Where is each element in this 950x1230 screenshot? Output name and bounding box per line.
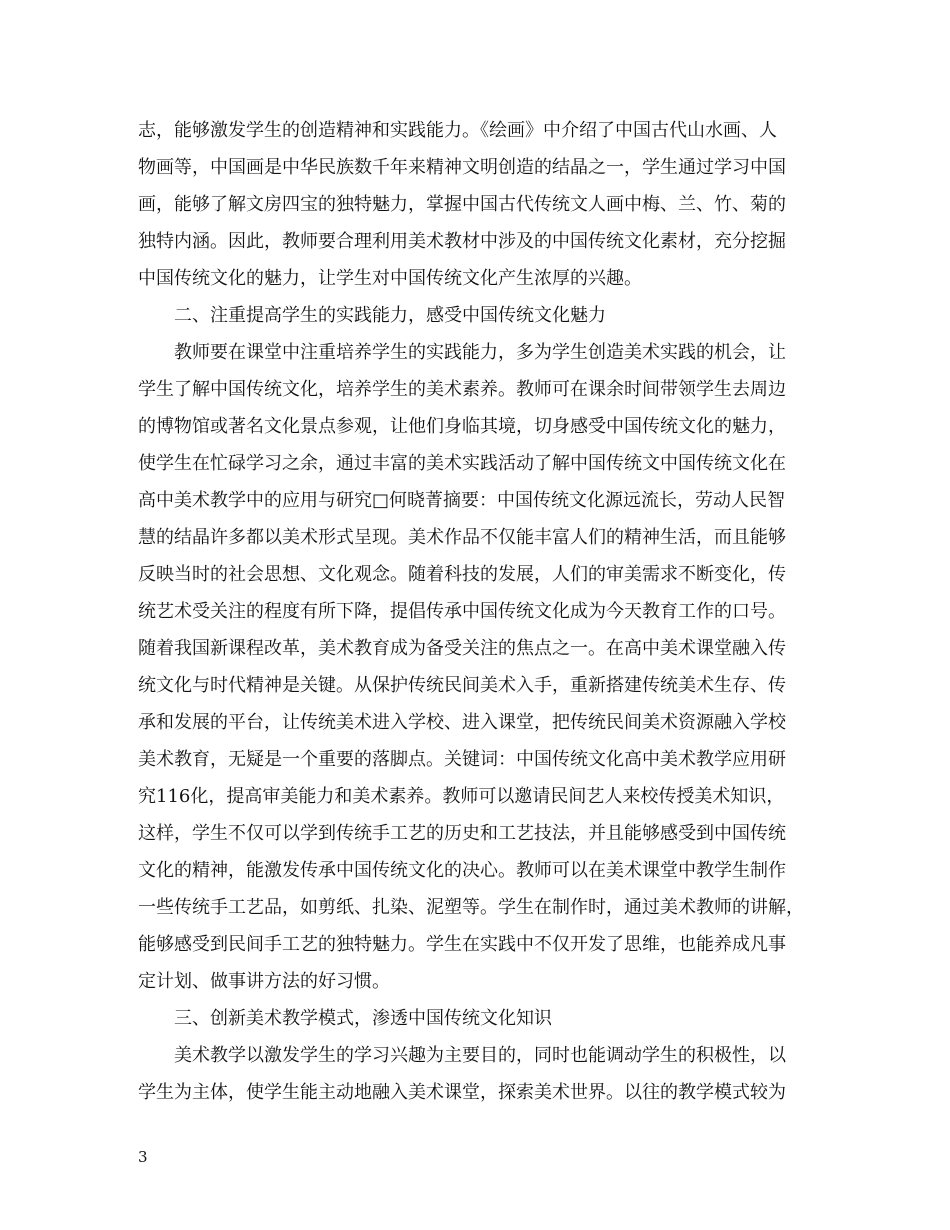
text-line: 学生为主体，使学生能主动地融入美术课堂，探索美术世界。以往的教学模式较为 [138,1082,786,1103]
text-line: 承和发展的平台，让传统美术进入学校、进入课堂，把传统民间美术资源融入学校 [138,712,786,733]
text-line: 教师要在课堂中注重培养学生的实践能力，多为学生创造美术实践的机会，让 [174,342,786,363]
section-heading: 二、注重提高学生的实践能力，感受中国传统文化魅力 [174,305,606,326]
text-line: 高中美术教学中的应用与研究□何晓菁摘要：中国传统文化源远流长，劳动人民智 [138,490,786,511]
text-line: 物画等，中国画是中华民族数千年来精神文明创造的结晶之一，学生通过学习中国 [138,157,786,178]
text-line: 慧的结晶许多都以美术形式呈现。美术作品不仅能丰富人们的精神生活，而且能够 [138,527,786,548]
text-line: 统文化与时代精神是关键。从保护传统民间美术入手，重新搭建传统美术生存、传 [138,675,786,696]
text-line: 美术教学以激发学生的学习兴趣为主要目的，同时也能调动学生的积极性，以 [174,1045,786,1066]
text-line: 中国传统文化的魅力，让学生对中国传统文化产生浓厚的兴趣。 [138,268,642,289]
text-line: 的博物馆或著名文化景点参观，让他们身临其境，切身感受中国传统文化的魅力， [138,416,786,437]
text-line: 统艺术受关注的程度有所下降，提倡传承中国传统文化成为今天教育工作的口号。 [138,601,786,622]
text-line: 使学生在忙碌学习之余，通过丰富的美术实践活动了解中国传统文中国传统文化在 [138,453,786,474]
text-line: 志，能够激发学生的创造精神和实践能力。《绘画》中介绍了中国古代山水画、人 [138,120,777,141]
text-line: 一些传统手工艺品，如剪纸、扎染、泥塑等。学生在制作时，通过美术教师的讲解， [138,897,804,918]
text-line: 究116化，提高审美能力和美术素养。教师可以邀请民间艺人来校传授美术知识， [138,786,785,807]
text-line: 能够感受到民间手工艺的独特魅力。学生在实践中不仅开发了思维，也能养成凡事 [138,934,786,955]
page-number: 3 [138,1148,148,1166]
text-line: 这样，学生不仅可以学到传统手工艺的历史和工艺技法，并且能够感受到中国传统 [138,823,786,844]
text-line: 独特内涵。因此，教师要合理利用美术教材中涉及的中国传统文化素材，充分挖掘 [138,231,786,252]
text-line: 美术教育，无疑是一个重要的落脚点。关键词：中国传统文化高中美术教学应用研 [138,749,786,770]
text-line: 反映当时的社会思想、文化观念。随着科技的发展，人们的审美需求不断变化，传 [138,564,786,585]
text-line: 随着我国新课程改革，美术教育成为备受关注的焦点之一。在高中美术课堂融入传 [138,638,786,659]
text-line: 文化的精神，能激发传承中国传统文化的决心。教师可以在美术课堂中教学生制作 [138,860,786,881]
body-text [138,112,818,1111]
text-line: 画，能够了解文房四宝的独特魅力，掌握中国古代传统文人画中梅、兰、竹、菊的 [138,194,786,215]
text-line: 定计划、做事讲方法的好习惯。 [138,971,390,992]
text-line: 学生了解中国传统文化，培养学生的美术素养。教师可在课余时间带领学生去周边 [138,379,786,400]
section-heading: 三、创新美术教学模式，渗透中国传统文化知识 [174,1008,552,1029]
